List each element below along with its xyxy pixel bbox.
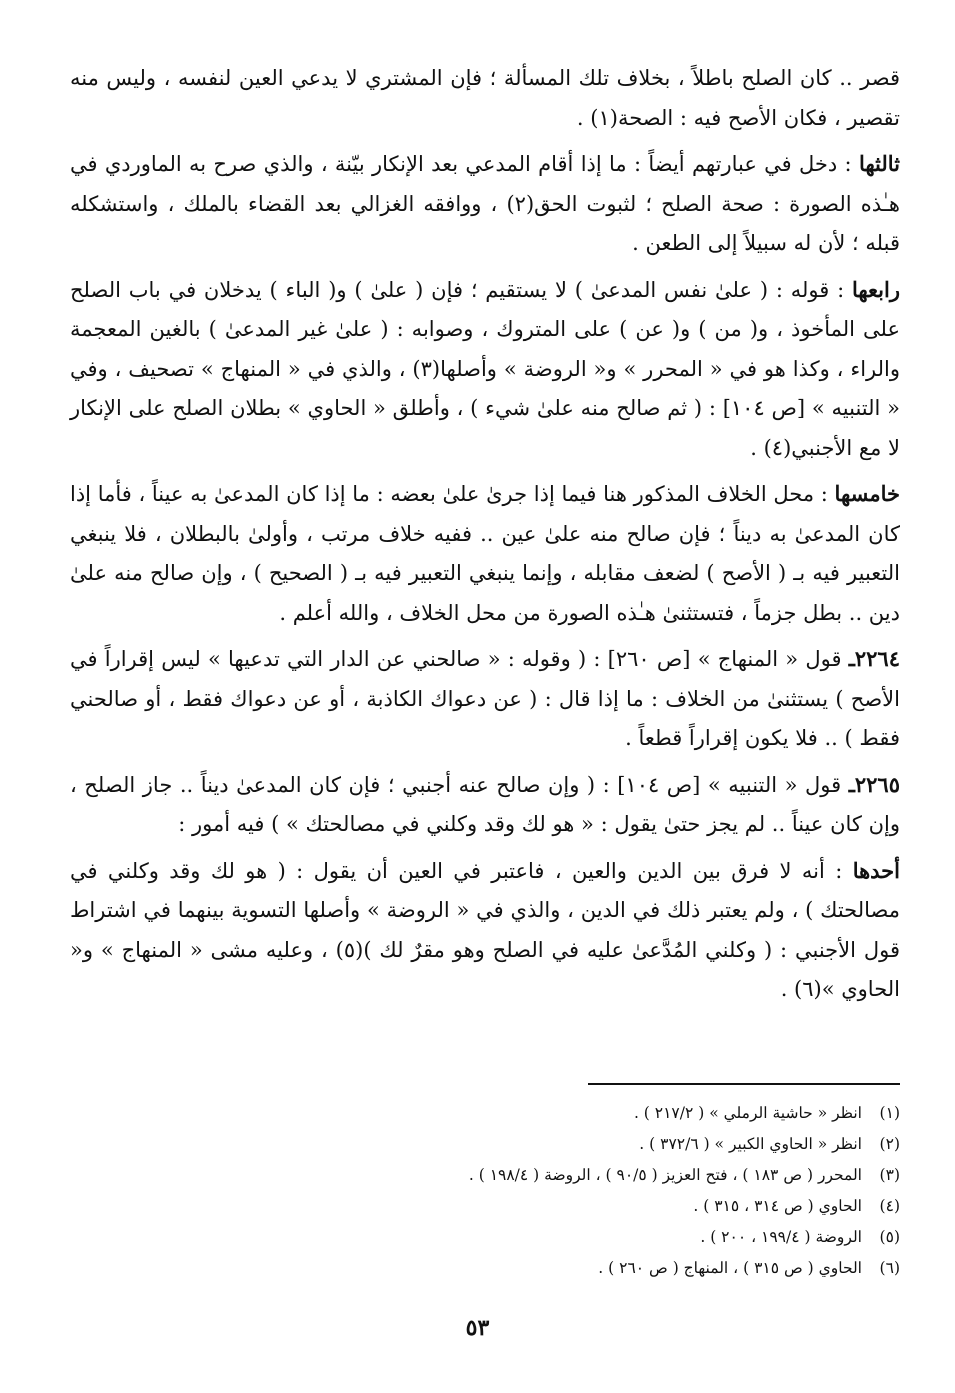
footnote-number: (٣) [879,1166,900,1184]
footnote-item [70,1222,900,1253]
footnote-text: الحاوي ( ص ٣١٤ ، ٣١٥ ) . [693,1197,862,1215]
paragraph-2 [70,144,900,264]
footnote-number: (٤) [879,1197,900,1215]
footnote-item [70,1129,900,1160]
paragraph-text: : محل الخلاف المذكور هنا فيما إذا جرىٰ علىٰ بعضه : ما إذا كان المدعىٰ به عيناً ، فأما إذا كان المدعىٰ به ديناً ؛ فإن صالح منه علىٰ عين .. ففيه خلاف مرتب ، وأولىٰ بالبطلان ، فلا ينبغي التعبير فيه بـ ( الأصح ) لضعف مقابله ، وإنما ينبغي التعبير فيه بـ ( الصحيح ) ، وإن صالح منه علىٰ دين .. بطل جزماً ، فتستثنىٰ هـٰذه الصورة من محل الخلاف ، والله أعلم . [70,482,900,625]
footnote-item [70,1191,900,1222]
footnote-separator [588,1083,900,1085]
page-number: ٥٣ [465,1315,490,1341]
paragraph-text: : قوله : ( علىٰ نفس المدعىٰ ) لا يستقيم ؛ فإن ( علىٰ ) و( الباء ) يدخلان في باب الصلح على المأخوذ ، و( من ) و( عن ) على المتروك ، وصوابه : ( علىٰ غير المدعىٰ ) بالغين المعجمة والراء ، وكذا هو في « المحرر » و« الروضة » وأصلها(٣) ، والذي في « المنهاج » تصحيف ، وفي « التنبيه » [ص ١٠٤] : ( ثم صالح منه علىٰ شيء ) ، وأطلق « الحاوي » بطلان الصلح على الإنكار لا مع الأجنبي(٤) . [70,277,900,460]
paragraph-7 [70,851,900,1010]
main-text [70,58,900,1016]
footnote-number: (٢) [879,1135,900,1153]
footnote-text: الحاوي ( ص ٣١٥ ) ، المنهاج ( ص ٢٦٠ ) . [598,1259,862,1277]
paragraph-1 [70,58,900,138]
paragraph-text: قصر .. كان الصلح باطلاً ، بخلاف تلك المسألة ؛ فإن المشتري لا يدعي العين لنفسه ، وليس منه تقصير ، فكان الأصح فيه : الصحة(١) . [70,66,900,130]
footnote-number: (٦) [879,1259,900,1277]
footnote-text: انظر « حاشية الرملي » ( ٢١٧/٢ ) . [633,1104,862,1122]
paragraph-lead: ٢٢٦٥ـ [848,771,900,797]
footnote-number: (١) [879,1104,900,1122]
paragraph-text: : دخل في عبارتهم أيضاً : ما إذا أقام المدعي بعد الإنكار بيّنة ، والذي صرح به الماوردي في هـٰذه الصورة : صحة الصلح ؛ لثبوت الحق(٢) ، ووافقه الغزالي بعد القضاء بالملك ، واستشكله قبله ؛ لأن له سبيلاً إلى الطعن . [70,152,900,255]
paragraph-lead: ٢٢٦٤ـ [848,646,900,671]
footnote-text: الروضة ( ١٩٩/٤ ، ٢٠٠ ) . [700,1228,862,1246]
paragraph-6 [70,765,900,845]
paragraph-text: : أنه لا فرق بين الدين والعين ، فاعتبر في العين أن يقول : ( هو لك وقد وكلني في مصالحتك ) ، ولم يعتبر ذلك في الدين ، والذي في « الروضة » وأصلها التسوية بينهما في اشتراط قول الأجنبي : ( وكلني المُدَّعىٰ عليه في الصلح وهو مقرٌ لك )(٥) ، وعليه مشى « المنهاج » و« الحاوي »(٦) . [70,858,900,1001]
paragraph-lead: أحدها [852,857,900,883]
paragraph-text: قول « التنبيه » [ص ١٠٤] : ( وإن صالح عنه أجنبي ؛ فإن كان المدعىٰ ديناً .. جاز الصلح ، وإن كان عيناً .. لم يجز حتىٰ يقول : « هو لك وقد وكلني في مصالحتك » ) فيه أمور : [70,772,900,836]
footnote-number: (٥) [879,1228,900,1246]
paragraph-4 [70,474,900,633]
footnotes [70,1098,900,1284]
footnote-text: المحرر ( ص ١٨٣ ) ، فتح العزيز ( ٩٠/٥ ) ، الروضة ( ١٩٨/٤ ) . [468,1166,862,1184]
paragraph-5 [70,639,900,759]
paragraph-3 [70,270,900,469]
paragraph-text: قول « المنهاج » [ص ٢٦٠] : ( وقوله : « صالحني عن الدار التي تدعيها » ليس إقراراً في الأصح ) يستثنىٰ من الخلاف : ما إذا قال : ( عن دعواك الكاذبة ، أو عن دعواك فقط ، أو صالحني فقط ) .. فلا يكون إقراراً قطعاً . [70,647,900,750]
footnote-text: انظر « الحاوي الكبير » ( ٣٧٢/٦ ) . [639,1135,862,1153]
paragraph-lead: خامسها [834,481,900,506]
footnote-item [70,1160,900,1191]
paragraph-lead: ثالثها [858,151,900,176]
paragraph-lead: رابعها [851,276,900,302]
footnote-item [70,1098,900,1129]
footnote-item [70,1253,900,1284]
